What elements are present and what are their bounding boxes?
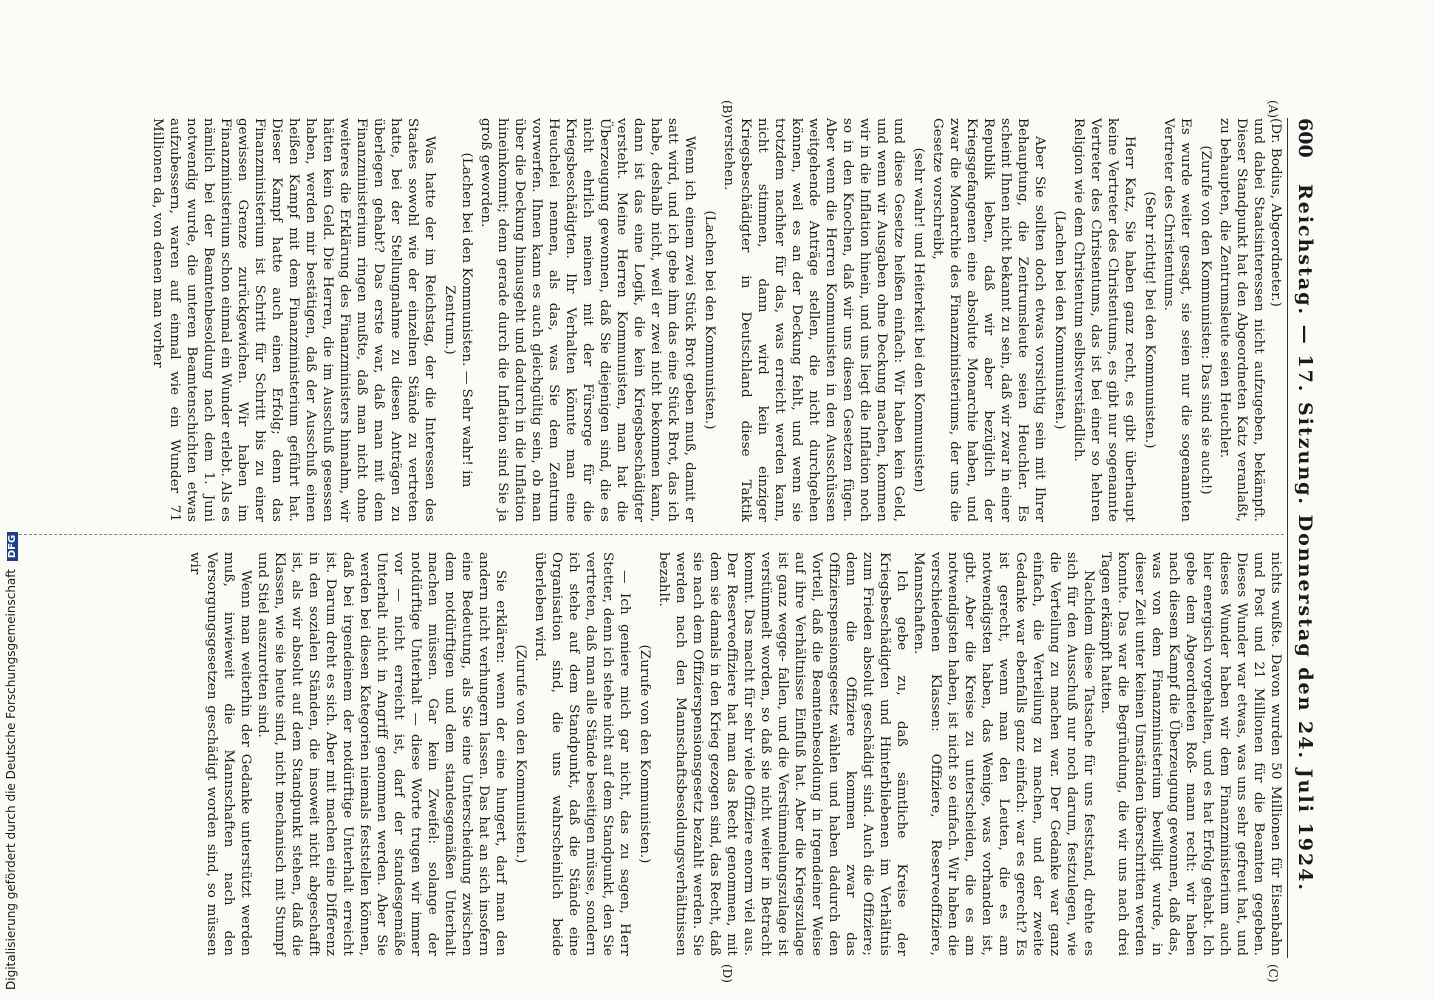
page-header (1292, 118, 1316, 958)
paragraph: nichts wußte. Davon wurden 50 Millionen für Eisenbahn und Post und 21 Millionen für die Beamten gegeben. Dieses Wunder war etwas, was uns sehr gefreut hat, und dieses Wunder haben wir dem Finanzministerium auch hier energisch vorgehalten, und es hat Erfolg gehabt. Ich gebe dem Abgeordneten Roß- mann recht: wir haben nach diesem Kampf die Überzeugung gewonnen, daß das, was von dem Finanzministerium bewilligt wurde, in dieser Zeit unter keinen Umständen überschritten werden konnte. Das war die Begründung, die wir uns nach drei Tagen erkämpft hatten. (1098, 552, 1283, 956)
dfg-logo: DFG (7, 532, 18, 561)
marker-c: (C) (1266, 964, 1280, 983)
marker-a: (A) (1266, 100, 1280, 119)
footer-credit (4, 534, 20, 990)
interjection: (Zurufe von den Kommunisten: Das sind sie auch!) (1198, 145, 1213, 495)
interjection: (sehr wahr! und Heiterkeit bei den Kommunisten) (911, 147, 926, 493)
paragraph: Wenn man weiterhin der Gedanke unterstützt werden muß, inwieweit die Mannschaften nach den Versorgungsgesetzen geschädigt worden sind, so müssen wir (187, 552, 253, 956)
interjection: (Lachen bei den Kommunisten.) (1052, 210, 1067, 430)
paragraph: Wenn ich einem zwei Stück Brot geben muß, damit er satt wird, und ich gebe ihm das eine Stück Brot, das ich habe, deshalb nicht, weil er zwei nicht bekommen kann, dann ist das eine Logik, die kein Kriegsbeschädigter versteht. Meine Herren Kommunisten, man hat die Überzeugung gewonnen, daß Sie diejenigen sind, die es nicht ehrlich meinen mit der Fürsorge für die Kriegsbeschädigten. Ihr Verhalten könnte man eine Heuchelei nennen, als das, was Sie dem Zentrum vorwerfen. Ihnen kann es auch gleichgültig sein, ob man über die Deckung hinausgeht und dadurch in die Inflation hineinkommt; denn gerade durch die Inflation sind Sie ja groß geworden. (478, 118, 697, 522)
page-number: 600 (1294, 118, 1316, 158)
header-rule (1287, 118, 1288, 958)
interjection: (Zurufe von den Kommunisten.) (637, 644, 652, 864)
column-divider (14, 534, 1284, 535)
interjection: (Lachen bei den Kommunisten. — Sehr wahr! im Zentrum.) (442, 152, 474, 488)
interjection: (Zurufe von den Kommunisten.) (513, 644, 528, 864)
paragraph: (Dr. Bodius, Abgeordneter.) (1268, 118, 1283, 307)
paragraph: Ich gebe zu, daß sämtliche Kreise der Kriegsbeschädigten und Hinterbliebenen im Verhältnis zum Frieden absolut geschädigt sind. Auch die Offiziere; denn die Offiziere kommen zwar das Offizierspensionsgesetz wählen und haben dadurch den Vorteil, daß die Beamtenbesoldung in irgendeiner Weise auf ihre Verhältnisse Einfluß hat. Aber die Kriegszulage ist ganz wegge- fallen, und die Verstümmelungszulage ist verstümmelt worden, so daß sie nicht weiter in Betracht kommt. Das macht für sehr viele Offiziere enorm viel aus. Der Reserveoffiziere hat man das Recht genommen, mit dem sie damals in den Krieg gezogen sind, das Recht, daß sie nach dem Offizierspensionsgesetz bezahlt werden. Sie werden nach den Mannschaftsbesoldungsverhältnissen bezahlt. (656, 552, 909, 956)
interjection: (Lachen bei den Kommunisten.) (702, 210, 717, 430)
footer-text: Digitalisierung gefördert durch die Deutsche Forschungsgemeinschaft (4, 568, 18, 990)
paragraph: Herr Katz, Sie haben ganz recht, es gibt überhaupt keine Vertreter des Christentums, es gibt nur sogenannte Vertreter des Christentums, das ist bei einer so hehren Religion wie dem Christentum selbstverständlich. (1071, 118, 1137, 522)
paragraph: und dabei Staatsinteressen nicht aufzugeben, bekämpft. Dieser Standpunkt hat den Abgeordneten Katz veranlaßt, zu behaupten, die Zentrumsleute seien Heuchler. (1217, 118, 1266, 522)
marker-d: (D) (720, 964, 734, 983)
paragraph: Es wurde weiter gesagt, sie seien nur die sogenannten Vertreter des Christentums. (1161, 118, 1193, 522)
marker-b: (B) (720, 100, 734, 119)
left-column (149, 118, 1284, 522)
right-column (186, 552, 1284, 956)
paragraph: Sie erklären: wenn der eine hungert, darf man den andern nicht verhungern lassen. Das hat an sich insofern eine Bedeutung, als Sie eine Unterscheidung zwischen dem notdürftigen und dem standesgemäßen Unterhalt machen müssen. Gar kein Zweifel: solange der notdürftige Unterhalt — diese Worte trugen wir immer vor — nicht erreicht ist, darf der standesgemäße Unterhalt nicht in Angriff genommen werden. Aber Sie werden bei diesen Kategorien niemals feststellen können, daß bei irgendeinem der notdürftige Unterhalt erreicht ist. Darum dreht es sich. Aber mit machen eine Differenz in den sozialen Ständen, die insoweit nicht abgeschafft ist, als wir absolut auf dem Standpunkt stehen, daß die Klassen, wie sie heute sind, nicht mechanisch mit Stumpf und Stiel auszurotten sind. (255, 552, 508, 956)
paragraph: Was hatte der im Reichstag, der die Interessen des Staates sowohl wie der einzelnen Stände zu vertreten hatte, bei der Stellungnahme zu diesen Anträgen zu überlegen gehabt? Das erste war, daß man mit dem Finanzministerium ringen mußte, daß man nicht ohne weiteres die Erklärung des Finanzministers hinnahm, wir hätten kein Geld. Die Herren, die im Ausschuß gesessen haben, werden mir bestätigen, daß der Ausschuß einen heißen Kampf mit dem Finanzministerium geführt hat. Dieser Kampf hatte auch einen Erfolg; denn das Finanzministerium ist Schritt für Schritt bis zu einer gewissen Grenze zurückgewichen. Wir haben im Finanzministerium schon einmal ein Wunder erlebt. Als es nämlich bei der Beamtenbesoldung nach dem 1. Juni notwendig wurde, die unteren Beamtenschichten etwas aufzubessern, waren auf einmal wie ein Wunder 71 Millionen da, von denen man vorher (150, 118, 437, 522)
page-title: Reichstag. — 17. Sitzung. Donnerstag den 24. Juli 1924. (1294, 183, 1316, 893)
interjection: (Sehr richtig! bei den Kommunisten.) (1142, 191, 1157, 449)
paragraph: Nachdem diese Tatsache für uns feststand, drehte es sich für den Ausschuß nur noch darum, festzulegen, wie die Verteilung zu machen war. Der Gedanke war ganz einfach, die Verteilung zu machen, und der zweite Gedanke war ebenfalls ganz einfach: war es gerecht? Es ist gerecht, wenn man den Leuten, die es am notwendigsten haben, das Wenige, was vorhanden ist, gibt. Aber die Kreise zu unterscheiden, die es am notwendigsten haben, ist nicht so einfach. Wir haben die verschiedenen Klassen: Offiziere, Reserveoffiziere, Mannschaften. (911, 552, 1096, 956)
paragraph: und diese Gesetze heißen einfach: Wir haben kein Geld, und wenn wir Ausgaben ohne Deckung machen, kommen wir in die Inflation hinein, und uns liegt die Inflation noch so in den Knochen, daß wir uns diesen Gesetzen fügen. Aber wenn die Herren Kommunisten in den Ausschüssen weitgehende Anträge stellen, die nicht durchgehen können, weil es an der Deckung fehlt, und wenn sie trotzdem nachher für das, was erreicht werden kann, nicht stimmen, dann wird kein einziger Kriegsbeschädigter in Deutschland diese Taktik verstehen. (721, 118, 906, 522)
paragraph: Aber Sie sollten doch etwas vorsichtig sein mit Ihrer Behauptung, die Zentrumsleute seien Heuchler. Es scheint Ihnen nicht bekannt zu sein, daß wir zwar in einer Republik leben, daß wir aber bezüglich der Kriegsgefangenen eine absolute Monarchie haben, und zwar die Monarchie des Finanzministeriums, der uns die Gesetze vorschreibt, (930, 118, 1047, 522)
paragraph: — Ich geniere mich gar nicht, das zu sagen, Herr Stetter, denn ich stehe nicht auf dem Standpunkt, den Sie vertreten, daß man alle Stände beseitigen müsse, sondern ich stehe auf dem Standpunkt, daß die Stände eine Organisation sind, die uns wahrscheinlich beide überleben wird. (532, 552, 632, 956)
